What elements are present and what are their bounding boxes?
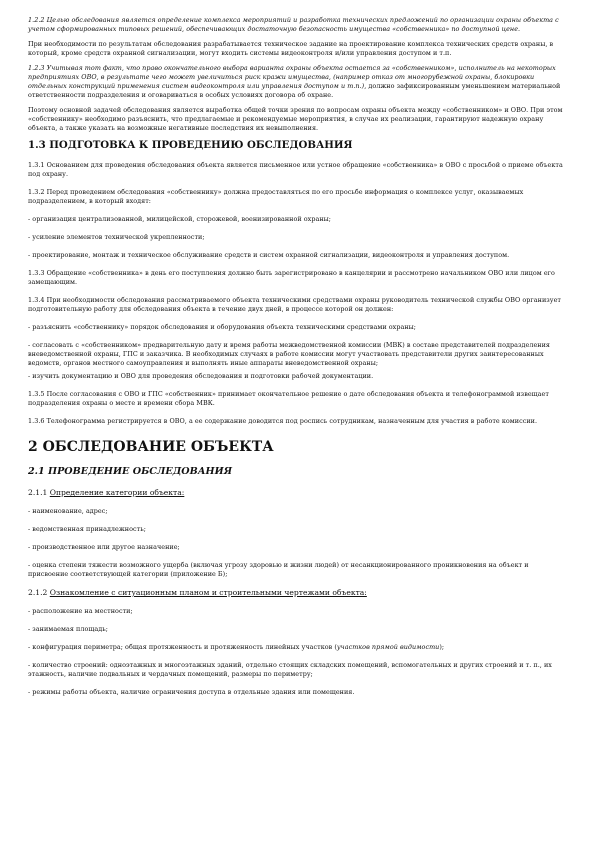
paragraph-1-3-6: 1.3.6 Телефонограмма регистрируется в ОВО, а ее содержание доводится под роспись сотрудникам, назначенным для участия в работе комиссии. [28, 417, 538, 425]
heading-2-1-1-number: 2.1.1 [28, 488, 48, 497]
heading-2-1-1-title: Определение категории объекта: [49, 488, 185, 497]
paragraph-1-2-3-italic-part: 1.2.3 Учитывая тот факт, что право окончательного выбора варианта охраны объекта остается за «собственником», исполнитель на некоторых предприятиях ОВО, в результате чего может увеличиться риск кражи имущества, (например отказ от многорубежной охраны, блокировки отдельных конструкций применения систем видеоконтроля или управления доступом и т.п.), [28, 64, 556, 90]
paragraph-1-2-3 [28, 64, 567, 100]
bullet-preparation-1: - разъяснить «собственнику» порядок обследования и оборудования объекта техническими средствами охраны; [28, 323, 416, 331]
heading-1-3: 1.3 ПОДГОТОВКА К ПРОВЕДЕНИЮ ОБСЛЕДОВАНИЯ [28, 139, 353, 151]
bullet-preparation-3: - изучить документацию и ОВО для проведения обследования и подготовки рабочей документации. [28, 372, 374, 380]
bullet-plan-1: - расположение на местности; [28, 607, 133, 615]
bullet-category-2: - ведомственная принадлежность; [28, 525, 146, 533]
bullet-configuration-part3: ); [439, 643, 445, 651]
bullet-services-2: - усиление элементов технической укрепленности; [28, 233, 205, 241]
paragraph-1-3-1: 1.3.1 Основанием для проведения обследования объекта является письменное или устное обращение «собственника» в ОВО с просьбой о приеме объекта под охрану. [28, 161, 563, 178]
heading-2-1-1 [28, 488, 567, 498]
paragraph-therefore: Поэтому основной задачей обследования является выработка общей точки зрения по вопросам охраны объекта между «собственником» и ОВО. При этом «собственнику» необходимо разъяснить, что предлагаемые и рекомендуемые мероприятия, в случае их реализации, гарантируют надежную охрану объекта, а также указать на возможные негативные последствия их невыполнения. [28, 106, 563, 132]
heading-2: 2 ОБСЛЕДОВАНИЕ ОБЪЕКТА [28, 439, 274, 455]
heading-2-1: 2.1 ПРОВЕДЕНИЕ ОБСЛЕДОВАНИЯ [28, 466, 233, 477]
heading-2-1-2 [28, 588, 567, 598]
bullet-plan-modes: - режимы работы объекта, наличие ограничения доступа в отдельные здания или помещения. [28, 688, 355, 696]
bullet-configuration-italic: участков прямой видимости [336, 643, 440, 651]
bullet-category-3: - производственное или другое назначение; [28, 543, 180, 551]
paragraph-design-assignment: При необходимости по результатам обследования разрабатывается техническое задание на проектирование комплекса технических средств охраны, в который, кроме средств охранной сигнализации, могут входить системы видеоконтроля и/или управления доступом и т.п. [28, 40, 554, 57]
paragraph-1-2-2: 1.2.2 Целью обследования является определение комплекса мероприятий и разработка технических предложений по организации охраны объекта с учетом сформированных типовых решений, обеспечивающих достаточную безопасность имущества «собственника» по доступной цене. [28, 16, 559, 33]
heading-2-1-2-number: 2.1.2 [28, 588, 48, 597]
bullet-category-1: - наименование, адрес; [28, 507, 108, 515]
bullet-category-4: - оценка степени тяжести возможного ущерба (включая угрозу здоровью и жизни людей) от несанкционированного проникновения на объект и присвоение соответствующей категории (приложение Б); [28, 561, 529, 578]
bullet-preparation-2: - согласовать с «собственником» предварительную дату и время работы межведомственной комиссии (МВК) в составе представителей подразделения вневедомственной охраны, ГПС и заказчика. В необходимых случаях в работе комиссии могут участвовать представители других заинтересованных ведомств, органов местного самоуправления и выполнять иные аппараты вневедомственной охраны; [28, 341, 550, 367]
bullet-services-1: - организация централизованной, милицейской, сторожевой, военизированной охраны; [28, 215, 331, 223]
heading-2-1-2-title: Ознакомление с ситуационным планом и строительными чертежами объекта: [49, 588, 367, 597]
paragraph-1-3-4: 1.3.4 При необходимости обследования рассматриваемого объекта техническими средствами охраны руководитель технической службы ОВО организует подготовительную работу для обследования объекта в течение двух дней, в процессе которой он должен: [28, 296, 562, 313]
bullet-plan-buildings: - количество строений: одноэтажных и многоэтажных зданий, отдельно стоящих складских помещений, вспомогательных и других строений и т. п., их этажность, наличие подвальных и чердачных помещений, размеры по периметру; [28, 661, 552, 678]
bullet-configuration-part1: - конфигурация периметра; общая протяженность и протяженность линейных участков ( [28, 643, 337, 651]
bullet-services-3: - проектирование, монтаж и техническое обслуживание средств и систем охранной сигнализации, видеоконтроля и управления доступом. [28, 251, 510, 259]
bullet-plan-2: - занимаемая площадь; [28, 625, 108, 633]
paragraph-1-2-3-regular-part: должно зафиксированным уменьшением материальной ответственности подразделения и оговариваться в особых условиях договора об охране. [28, 82, 561, 99]
paragraph-1-3-3: 1.3.3 Обращение «собственника» в день его поступления должно быть зарегистрировано в канцелярии и рассмотрено начальником ОВО или лицом его замещающим. [28, 269, 555, 286]
paragraph-1-3-5: 1.3.5 После согласования с ОВО и ГПС «собственник» принимает окончательное решение о дате обследования объекта и телефонограммой извещает подразделения охраны о месте и времени сбора МВК. [28, 390, 549, 407]
bullet-configuration [28, 643, 567, 652]
paragraph-1-3-2: 1.3.2 Перед проведением обследования «собственнику» должна предоставляться по его просьбе информация о комплексе услуг, оказываемых подразделением, в который входят: [28, 188, 524, 205]
